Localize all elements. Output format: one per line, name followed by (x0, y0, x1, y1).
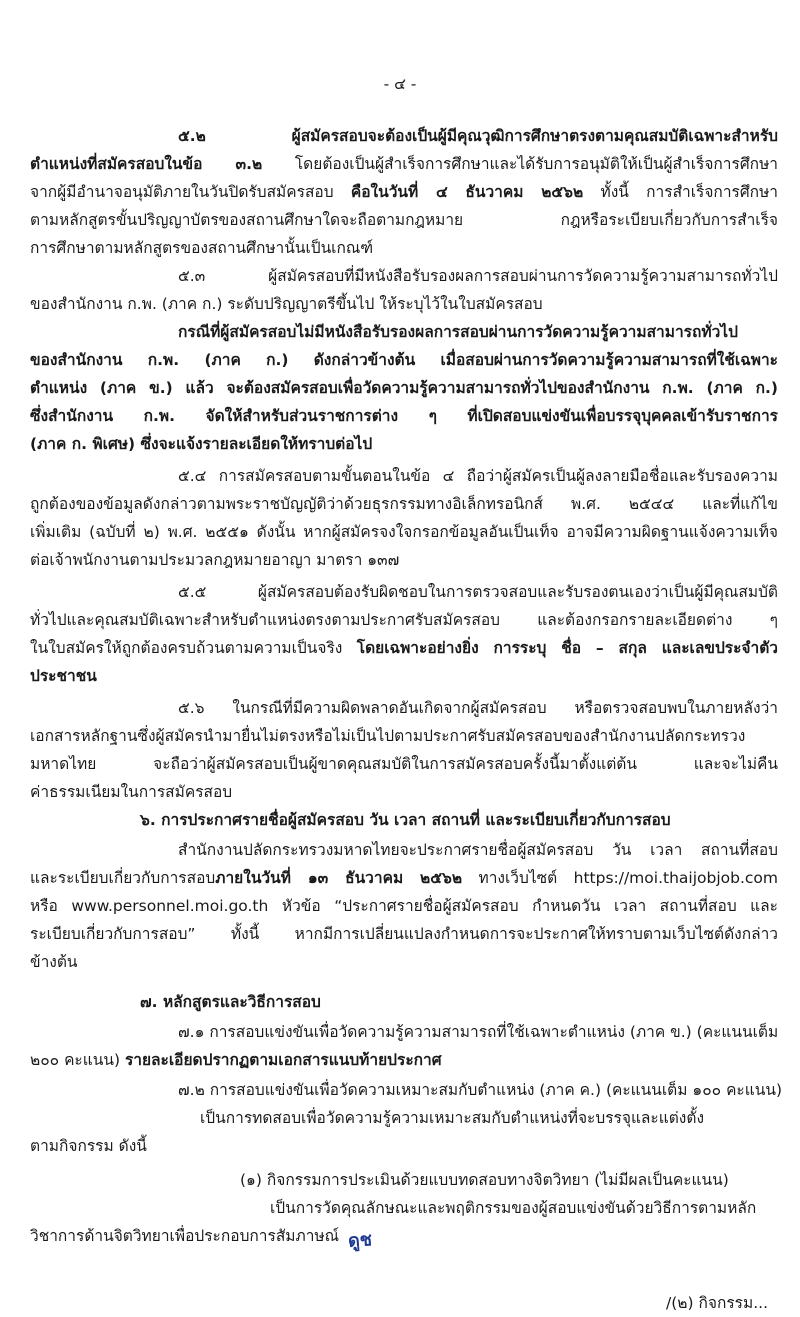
section-6-line-1: สำนักงานปลัดกระทรวงมหาดไทยจะประกาศรายชื่อผู้สมัครสอบ วัน เวลา สถานที่สอบ (178, 841, 778, 859)
paragraph-5-6-line-1: ๕.๖ ในกรณีที่มีความผิดพลาดอันเกิดจากผู้สมัครสอบ หรือตรวจสอบพบในภายหลังว่า (178, 699, 778, 717)
paragraph-5-6-line-4: ค่าธรรมเนียมในการสมัครสอบ (30, 783, 233, 801)
paragraph-5-2-line-2: ตำแหน่งที่สมัครสอบในข้อ ๓.๒ โดยต้องเป็นผู้สำเร็จการศึกษาและได้รับการอนุมัติให้เป็นผู้สำเร็จการศึกษา (30, 155, 778, 173)
section-6-line-2: และระเบียบเกี่ยวกับการสอบภายในวันที่ ๑๓ ธันวาคม ๒๕๖๒ ทางเว็บไซต์ https://moi.thaijobjob.com (30, 869, 778, 887)
paragraph-5-5-line-3: ในใบสมัครให้ถูกต้องครบถ้วนตามความเป็นจริง โดยเฉพาะอย่างยิ่ง การระบุ ชื่อ – สกุล และเลขประจำตัว (30, 639, 778, 657)
page-number: - ๔ - (383, 75, 417, 93)
paragraph-5-4-line-2: ถูกต้องของข้อมูลดังกล่าวตามพระราชบัญญัติว่าด้วยธุรกรรมทางอิเล็กทรอนิกส์ พ.ศ. ๒๕๔๔ และที่แก้ไข (30, 495, 778, 513)
activity-1-heading: (๑) กิจกรรมการประเมินด้วยแบบทดสอบทางจิตวิทยา (ไม่มีผลเป็นคะแนน) (240, 1171, 729, 1189)
section-7-2-line-1: ๗.๒ การสอบแข่งขันเพื่อวัดความเหมาะสมกับตำแหน่ง (ภาค ค.) (คะแนนเต็ม ๑๐๐ คะแนน) (178, 1081, 782, 1099)
activity-1-line-1: เป็นการวัดคุณลักษณะและพฤติกรรมของผู้สอบแข่งขันด้วยวิธีการตามหลัก (270, 1199, 757, 1217)
section-7-2-line-3: ตามกิจกรรม ดังนี้ (30, 1137, 147, 1155)
section-6-line-3: หรือ www.personnel.moi.go.th หัวข้อ “ประกาศรายชื่อผู้สมัครสอบ กำหนดวัน เวลา สถานที่สอบ และ (30, 897, 778, 915)
paragraph-5-2-line-4: ตามหลักสูตรขั้นปริญญาบัตรของสถานศึกษาใดจะถือตามกฎหมาย กฎหรือระเบียบเกี่ยวกับการสำเร็จ (30, 211, 778, 229)
paragraph-5-3-line-1: ๕.๓ ผู้สมัครสอบที่มีหนังสือรับรองผลการสอบผ่านการวัดความรู้ความสามารถทั่วไป (178, 267, 778, 285)
paragraph-5-6-line-2: เอกสารหลักฐานซึ่งผู้สมัครนำมายื่นไม่ตรงหรือไม่เป็นไปตามประกาศรับสมัครสอบของสำนักงานปลัดกระทรวง (30, 727, 746, 745)
section-6-line-4: ระเบียบเกี่ยวกับการสอบ” ทั้งนี้ หากมีการเปลี่ยนแปลงกำหนดการจะประกาศให้ทราบตามเว็บไซต์ดังกล่าว (30, 925, 778, 943)
paragraph-5-5-line-2: ทั่วไปและคุณสมบัติเฉพาะสำหรับตำแหน่งตรงตามประกาศรับสมัครสอบ และต้องกรอกรายละเอียดต่าง ๆ (30, 611, 778, 629)
initials-mark: ดูช (347, 1229, 373, 1252)
section-7-2-line-2: เป็นการทดสอบเพื่อวัดความรู้ความเหมาะสมกับตำแหน่งที่จะบรรจุและแต่งตั้ง (200, 1109, 705, 1127)
paragraph-5-3-line-4: ของสำนักงาน ก.พ. (ภาค ก.) ดังกล่าวข้างต้น เมื่อสอบผ่านการวัดความรู้ความสามารถที่ใช้เฉพาะ (30, 351, 778, 369)
paragraph-5-2-line-1: ๕.๒ ผู้สมัครสอบจะต้องเป็นผู้มีคุณวุฒิการศึกษาตรงตามคุณสมบัติเฉพาะสำหรับ (178, 127, 778, 145)
paragraph-5-3-line-3: กรณีที่ผู้สมัครสอบไม่มีหนังสือรับรองผลการสอบผ่านการวัดความรู้ความสามารถทั่วไป (178, 323, 738, 341)
activity-1-line-2: วิชาการด้านจิตวิทยาเพื่อประกอบการสัมภาษณ์ (30, 1227, 340, 1245)
paragraph-5-3-line-7: (ภาค ก. พิเศษ) ซึ่งจะแจ้งรายละเอียดให้ทราบต่อไป (30, 435, 373, 453)
paragraph-5-4-line-4: ต่อเจ้าพนักงานตามประมวลกฎหมายอาญา มาตรา ๑๓๗ (30, 551, 400, 569)
paragraph-5-3-line-6: ซึ่งสำนักงาน ก.พ. จัดให้สำหรับส่วนราชการต่าง ๆ ที่เปิดสอบแข่งขันเพื่อบรรจุบุคคลเข้ารับราชการ (30, 407, 778, 425)
paragraph-5-4-line-1: ๕.๔ การสมัครสอบตามขั้นตอนในข้อ ๔ ถือว่าผู้สมัครเป็นผู้ลงลายมือชื่อและรับรองความ (178, 467, 778, 485)
paragraph-5-4-line-3: เพิ่มเติม (ฉบับที่ ๒) พ.ศ. ๒๕๕๑ ดังนั้น หากผู้สมัครจงใจกรอกข้อมูลอันเป็นเท็จ อาจมีความผิดฐานแจ้งความเท็จ (30, 523, 778, 541)
paragraph-5-6-line-3: มหาดไทย จะถือว่าผู้สมัครสอบเป็นผู้ขาดคุณสมบัติในการสมัครสอบครั้งนี้มาตั้งแต่ต้น และจะไม่คืน (30, 755, 778, 773)
paragraph-5-5-line-4: ประชาชน (30, 667, 97, 685)
paragraph-5-3-line-5: ตำแหน่ง (ภาค ข.) แล้ว จะต้องสมัครสอบเพื่อวัดความรู้ความสามารถทั่วไปของสำนักงาน ก.พ. (ภาค ก.) (30, 379, 778, 397)
paragraph-5-3-line-2: ของสำนักงาน ก.พ. (ภาค ก.) ระดับปริญญาตรีขึ้นไป ให้ระบุไว้ในใบสมัครสอบ (30, 295, 543, 313)
paragraph-5-2-line-3: จากผู้มีอำนาจอนุมัติภายในวันปิดรับสมัครสอบ คือในวันที่ ๔ ธันวาคม ๒๕๖๒ ทั้งนี้ การสำเร็จการศึกษา (30, 183, 778, 201)
section-7-heading: ๗. หลักสูตรและวิธีการสอบ (140, 993, 321, 1011)
paragraph-5-5-line-1: ๕.๕ ผู้สมัครสอบต้องรับผิดชอบในการตรวจสอบและรับรองตนเองว่าเป็นผู้มีคุณสมบัติ (178, 583, 778, 601)
section-7-1-line-1: ๗.๑ การสอบแข่งขันเพื่อวัดความรู้ความสามารถที่ใช้เฉพาะตำแหน่ง (ภาค ข.) (คะแนนเต็ม (178, 1023, 779, 1041)
continuation-footer: /(๒) กิจกรรม... (666, 1294, 768, 1312)
section-7-1-line-2: ๒๐๐ คะแนน) รายละเอียดปรากฏตามเอกสารแนบท้ายประกาศ (30, 1051, 442, 1069)
paragraph-5-2-line-5: การศึกษาตามหลักสูตรของสถานศึกษานั้นเป็นเกณฑ์ (30, 239, 374, 257)
section-6-heading: ๖. การประกาศรายชื่อผู้สมัครสอบ วัน เวลา สถานที่ และระเบียบเกี่ยวกับการสอบ (140, 811, 671, 829)
section-6-line-5: ข้างต้น (30, 953, 78, 971)
